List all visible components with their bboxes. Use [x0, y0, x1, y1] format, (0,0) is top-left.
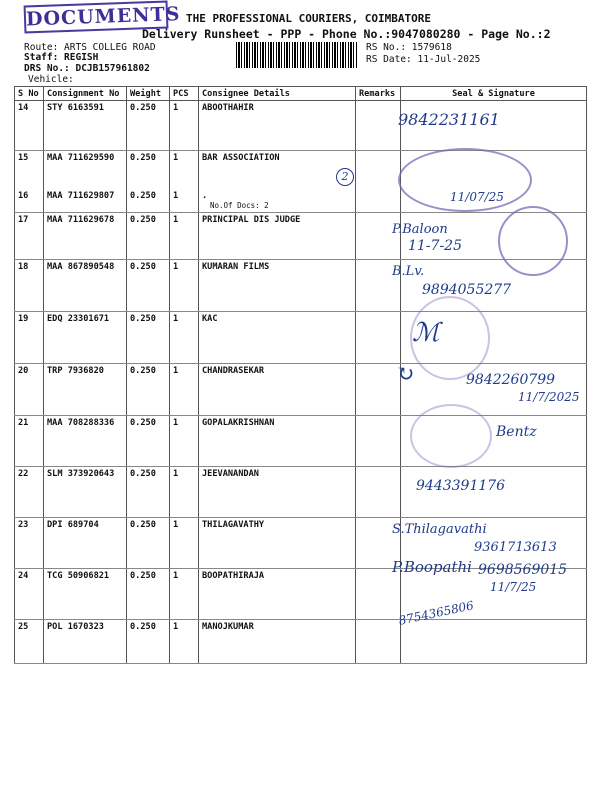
col-consignee: Consignee Details — [199, 87, 356, 101]
cell-sno-text: 17 — [18, 214, 29, 225]
cell-pcs — [170, 619, 199, 663]
cell-consignee-text: MANOJKUMAR — [202, 621, 254, 632]
cell-sno — [15, 259, 44, 311]
cell-remarks — [356, 619, 401, 663]
cell-consignment-text: DPI 689704 — [47, 519, 99, 530]
cell-weight-text: 0.250 — [130, 214, 156, 225]
signature-15-date: 11/07/25 — [450, 190, 504, 204]
cell-consignee-text: ABOOTHAHIR — [202, 103, 254, 113]
cell-consignee — [199, 363, 356, 415]
documents-stamp: DOCUMENTS — [24, 0, 169, 33]
cell-pcs-text: 1 — [173, 570, 179, 581]
cell-remarks — [356, 311, 401, 363]
cell-pcs-text: 1 — [173, 468, 179, 479]
cell-weight — [127, 189, 170, 213]
cell-pcs — [170, 212, 199, 259]
cell-weight-text: 0.250 — [130, 153, 156, 163]
cell-consignment-text: MAA 711629590 — [47, 153, 115, 163]
table-row — [15, 415, 587, 466]
col-remarks: Remarks — [356, 87, 401, 101]
cell-consignee-text: THILAGAVATHY — [202, 519, 265, 530]
cell-pcs — [170, 415, 199, 466]
cell-sno-text: 14 — [18, 103, 29, 113]
rs-date: RS Date: 11-Jul-2025 — [366, 54, 481, 65]
drs-label: DRS No.: DCJB157961802 — [24, 63, 150, 74]
cell-consignment — [44, 311, 127, 363]
signature-23-name: S.Thilagavathi — [392, 522, 487, 537]
cell-consignment — [44, 517, 127, 568]
cell-remarks — [356, 101, 401, 151]
cell-consignment-text: STY 6163591 — [47, 103, 104, 113]
cell-weight — [127, 151, 170, 189]
cell-consignee — [199, 415, 356, 466]
cell-weight-text: 0.250 — [130, 519, 156, 530]
cell-remarks — [356, 415, 401, 466]
cell-consignment — [44, 101, 127, 151]
col-weight: Weight — [127, 87, 170, 101]
signature-24-name: P.Boopathi — [392, 558, 472, 576]
cell-pcs — [170, 189, 199, 213]
cell-consignment-text: MAA 711629678 — [47, 214, 115, 225]
cell-consignee — [199, 517, 356, 568]
cell-sno — [15, 466, 44, 517]
cell-pcs-text: 1 — [173, 621, 179, 632]
cell-sno-text: 22 — [18, 468, 29, 479]
signature-23-phone: 9361713613 — [474, 540, 557, 555]
cell-consignee — [199, 568, 356, 619]
cell-sno-text: 21 — [18, 417, 29, 428]
cell-pcs-text: 1 — [173, 417, 179, 428]
cell-consignment — [44, 212, 127, 259]
cell-remarks — [356, 363, 401, 415]
cell-weight — [127, 212, 170, 259]
table-row — [15, 311, 587, 363]
cell-consignee-text: KUMARAN FILMS — [202, 261, 270, 272]
cell-consignee — [199, 189, 356, 213]
cell-weight — [127, 466, 170, 517]
cell-weight-text: 0.250 — [130, 313, 156, 324]
cell-consignee — [199, 619, 356, 663]
signature-18-name: B.Lv. — [392, 264, 425, 279]
runsheet-title: Delivery Runsheet - PPP - Phone No.:9047080280 - Page No.:2 — [142, 27, 551, 41]
notary-seal-2 — [410, 404, 492, 468]
cell-consignee — [199, 101, 356, 151]
cell-pcs — [170, 151, 199, 189]
cell-pcs — [170, 568, 199, 619]
cell-consignment-text: MAA 867890548 — [47, 261, 115, 272]
cell-consignment — [44, 259, 127, 311]
company-title: THE PROFESSIONAL COURIERS, COIMBATORE — [186, 12, 432, 25]
signature-18-phone: 9894055277 — [422, 282, 512, 298]
rs-number: RS No.: 1579618 — [366, 42, 452, 53]
signature-24-date: 11/7/25 — [490, 580, 537, 594]
cell-pcs-text: 1 — [173, 261, 179, 272]
cell-weight — [127, 101, 170, 151]
cell-consignee-text: BAR ASSOCIATION — [202, 153, 280, 163]
cell-sno — [15, 212, 44, 259]
cell-consignee-text: PRINCIPAL DIS JUDGE — [202, 214, 301, 225]
cell-weight-text: 0.250 — [130, 103, 156, 113]
cell-consignee — [199, 466, 356, 517]
col-consignment: Consignment No — [44, 87, 127, 101]
cell-weight-text: 0.250 — [130, 570, 156, 581]
cell-consignee-text: . — [202, 190, 208, 201]
cell-pcs — [170, 259, 199, 311]
cell-consignment-text: MAA 711629807 — [47, 190, 115, 201]
cell-consignment-text: MAA 708288336 — [47, 417, 115, 428]
cell-consignment — [44, 415, 127, 466]
docs-count-text: No.Of Docs: 2 — [210, 200, 269, 210]
cell-consignment — [44, 619, 127, 663]
cell-weight — [127, 619, 170, 663]
barcode — [236, 42, 358, 68]
cell-weight — [127, 568, 170, 619]
cell-consignment-text: TCG 50906821 — [47, 570, 110, 581]
cell-sno — [15, 619, 44, 663]
cell-sno-text: 25 — [18, 621, 29, 632]
cell-remarks — [356, 189, 401, 213]
cell-sno-text: 19 — [18, 313, 29, 324]
cell-consignment — [44, 363, 127, 415]
cell-pcs — [170, 466, 199, 517]
cell-consignee-text: CHANDRASEKAR — [202, 365, 265, 376]
cell-weight-text: 0.250 — [130, 190, 156, 201]
cell-consignee-text: BOOPATHIRAJA — [202, 570, 265, 581]
col-sno: S No — [15, 87, 44, 101]
cell-consignee-text: GOPALAKRISHNAN — [202, 417, 275, 428]
vehicle-label: Vehicle: — [28, 74, 74, 85]
table-row — [15, 363, 587, 415]
signature-20-phone: 9842260799 — [466, 372, 556, 388]
table-header-row — [15, 87, 587, 101]
signature-14: 9842231161 — [398, 110, 500, 129]
cell-weight-text: 0.250 — [130, 417, 156, 428]
signature-21: Bentz — [496, 424, 537, 440]
cell-consignee — [199, 311, 356, 363]
cell-sno — [15, 415, 44, 466]
cell-sno — [15, 363, 44, 415]
cell-consignment — [44, 189, 127, 213]
cell-pcs — [170, 101, 199, 151]
col-signature: Seal & Signature — [401, 87, 587, 101]
staff-label: Staff: REGISH — [24, 52, 99, 63]
cell-pcs-text: 1 — [173, 103, 179, 113]
cell-sno-text: 24 — [18, 570, 29, 581]
cell-sno-text: 15 — [18, 153, 29, 163]
cell-sno-text: 23 — [18, 519, 29, 530]
signature-19: ℳ — [412, 318, 440, 348]
cell-pcs-text: 1 — [173, 190, 179, 201]
col-pcs: PCS — [170, 87, 199, 101]
cell-sno — [15, 189, 44, 213]
cell-consignment — [44, 151, 127, 189]
cell-sno — [15, 151, 44, 189]
cell-remarks — [356, 466, 401, 517]
signature-20-date: 11/7/2025 — [518, 390, 580, 404]
cell-pcs — [170, 363, 199, 415]
signature-22-phone: 9443391176 — [416, 478, 506, 494]
docs-count-mark: 2 — [336, 168, 354, 186]
cell-remarks — [356, 151, 401, 189]
table-row — [15, 619, 587, 663]
cell-sno — [15, 517, 44, 568]
cell-weight — [127, 415, 170, 466]
cell-sno-text: 20 — [18, 365, 29, 376]
cell-weight-text: 0.250 — [130, 621, 156, 632]
cell-pcs — [170, 517, 199, 568]
cell-weight-text: 0.250 — [130, 468, 156, 479]
signature-17-name: P.Baloon — [392, 222, 448, 237]
signature-17-date: 11-7-25 — [408, 238, 462, 254]
cell-signature — [401, 619, 587, 663]
cell-consignment-text: POL 1670323 — [47, 621, 104, 632]
cell-sno — [15, 568, 44, 619]
signature-20-mark: ↻ — [396, 362, 415, 387]
cell-consignment — [44, 568, 127, 619]
cell-consignee — [199, 259, 356, 311]
cell-pcs-text: 1 — [173, 214, 179, 225]
cell-consignee — [199, 151, 356, 189]
cell-sno-text: 16 — [18, 190, 29, 201]
route-label: Route: ARTS COLLEG ROAD — [24, 42, 156, 53]
cell-pcs-text: 1 — [173, 365, 179, 376]
district-court-stamp — [498, 206, 568, 276]
cell-consignee — [199, 212, 356, 259]
cell-weight — [127, 363, 170, 415]
cell-sno — [15, 101, 44, 151]
cell-sno-text: 18 — [18, 261, 29, 272]
table-row — [15, 101, 587, 151]
cell-consignment-text: EDQ 23301671 — [47, 313, 110, 324]
cell-pcs-text: 1 — [173, 313, 179, 324]
cell-weight — [127, 259, 170, 311]
cell-consignee-text: KAC — [202, 313, 218, 324]
cell-weight — [127, 517, 170, 568]
cell-consignment — [44, 466, 127, 517]
cell-consignment-text: TRP 7936820 — [47, 365, 104, 376]
cell-pcs — [170, 311, 199, 363]
signature-24-phone: 9698569015 — [478, 562, 568, 578]
cell-consignment-text: SLM 373920643 — [47, 468, 115, 479]
cell-consignee-text: JEEVANANDAN — [202, 468, 259, 479]
cell-weight-text: 0.250 — [130, 365, 156, 376]
cell-pcs-text: 1 — [173, 153, 179, 163]
signature-25-phone: 8754365806 — [397, 598, 475, 628]
cell-weight — [127, 311, 170, 363]
cell-pcs-text: 1 — [173, 519, 179, 530]
cell-sno — [15, 311, 44, 363]
cell-weight-text: 0.250 — [130, 261, 156, 272]
